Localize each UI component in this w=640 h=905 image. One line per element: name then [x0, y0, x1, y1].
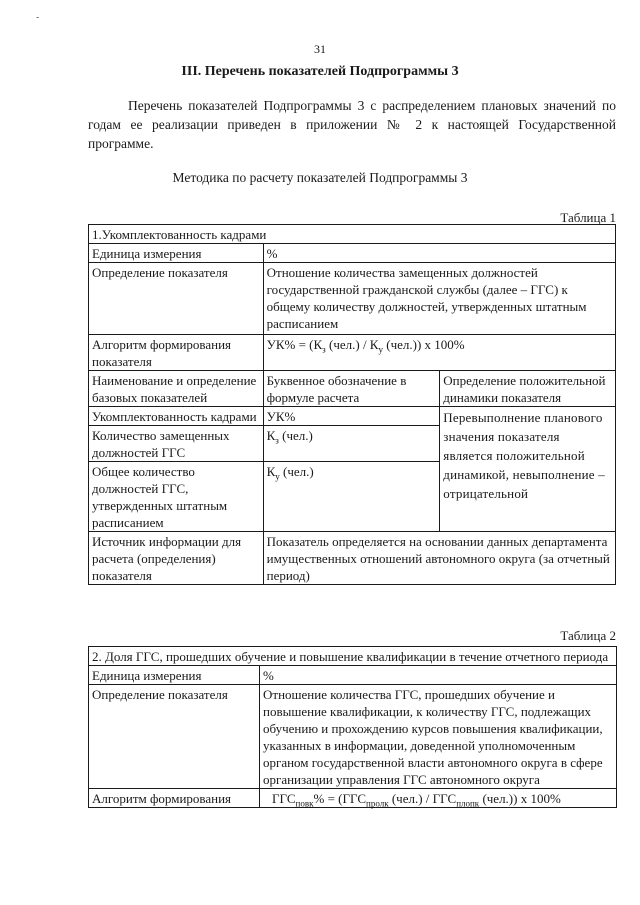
algorithm-label: Алгоритм формирования — [89, 789, 260, 808]
table-row — [89, 371, 616, 407]
algorithm-formula: $УК\% = (К_з$ $(чел.) / К_у$ (чел.)) х 100% — [263, 335, 615, 371]
table2 — [88, 646, 617, 808]
row-name: Общее количество должностей ГГС, утвержденных штатным расписанием — [89, 462, 264, 532]
base-label: Наименование и определение базовых показателей — [89, 371, 264, 407]
definition-label: Определение показателя — [89, 263, 264, 335]
table-row — [89, 225, 616, 244]
table1-caption: Таблица 1 — [560, 210, 616, 225]
table1 — [88, 224, 616, 585]
dynamics-description: Перевыполнение планового значения показателя является положительной динамикой, невыполнение – отрицательной — [440, 407, 616, 532]
table-row — [89, 789, 617, 808]
definition-value: Отношение количества замещенных должностей государственной гражданской службы (далее – ГГС) к общему количеству должностей, утвержденных штатным расписанием — [263, 263, 615, 335]
unit-label: Единица измерения — [89, 244, 264, 263]
unit-value: % — [263, 244, 615, 263]
algorithm-label: Алгоритм формирования показателя — [89, 335, 264, 371]
intro-text: Перечень показателей Подпрограммы 3 с распределением плановых значений по годам ее реализации приведен в приложении № 2 к настоящей Государственной программе. — [88, 98, 616, 151]
scan-mark: - — [36, 12, 40, 23]
source-value: Показатель определяется на основании данных департамента имущественных отношений автономного округа (за отчетный период) — [263, 532, 615, 585]
definition-value: Отношение количества ГГС, прошедших обучение и повышение квалификации, к количеству ГГС, подлежащих обучению и прохождению курсов повышения квалификации, указанных в информации, доведенной уполномоченным органом государственной власти автономного округа в сфере организации управления ГГС автономного округа — [260, 685, 617, 789]
unit-label: Единица измерения — [89, 666, 260, 685]
intro-paragraph — [88, 96, 616, 153]
table2-caption: Таблица 2 — [560, 628, 616, 643]
row-name: Укомплектованность кадрами — [89, 407, 264, 426]
table-row — [89, 335, 616, 371]
unit-value: % — [260, 666, 617, 685]
table2-heading: 2. Доля ГГС, прошедших обучение и повышение квалификации в течение отчетного периода — [89, 647, 617, 666]
table-row — [89, 532, 616, 585]
page-number: 31 — [314, 42, 326, 56]
table-row — [89, 647, 617, 666]
methodology-title: Методика по расчету показателей Подпрограммы 3 — [172, 170, 468, 185]
table-row — [89, 407, 616, 426]
row-name: Количество замещенных должностей ГГС — [89, 426, 264, 462]
table-row — [89, 685, 617, 789]
table-row — [89, 263, 616, 335]
definition-label: Определение показателя — [89, 685, 260, 789]
row-symbol: УК% — [263, 407, 440, 426]
base-symbol-header: Буквенное обозначение в формуле расчета — [263, 371, 440, 407]
row-symbol: $К_з$ (чел.) — [263, 426, 440, 462]
section-title: III. Перечень показателей Подпрограммы 3 — [181, 64, 459, 79]
table1-heading: 1.Укомплектованность кадрами — [89, 225, 616, 244]
table-row — [89, 244, 616, 263]
base-dynamics-header: Определение положительной динамики показателя — [440, 371, 616, 407]
table-row — [89, 666, 617, 685]
algorithm-formula: $ГГС_{повк}\% = (ГГС_{пролк}$ $(чел.) / ГГС_{плопк}$ (чел.)) х 100% — [260, 789, 617, 808]
source-label: Источник информации для расчета (определения) показателя — [89, 532, 264, 585]
row-symbol: $К_у$ (чел.) — [263, 462, 440, 532]
